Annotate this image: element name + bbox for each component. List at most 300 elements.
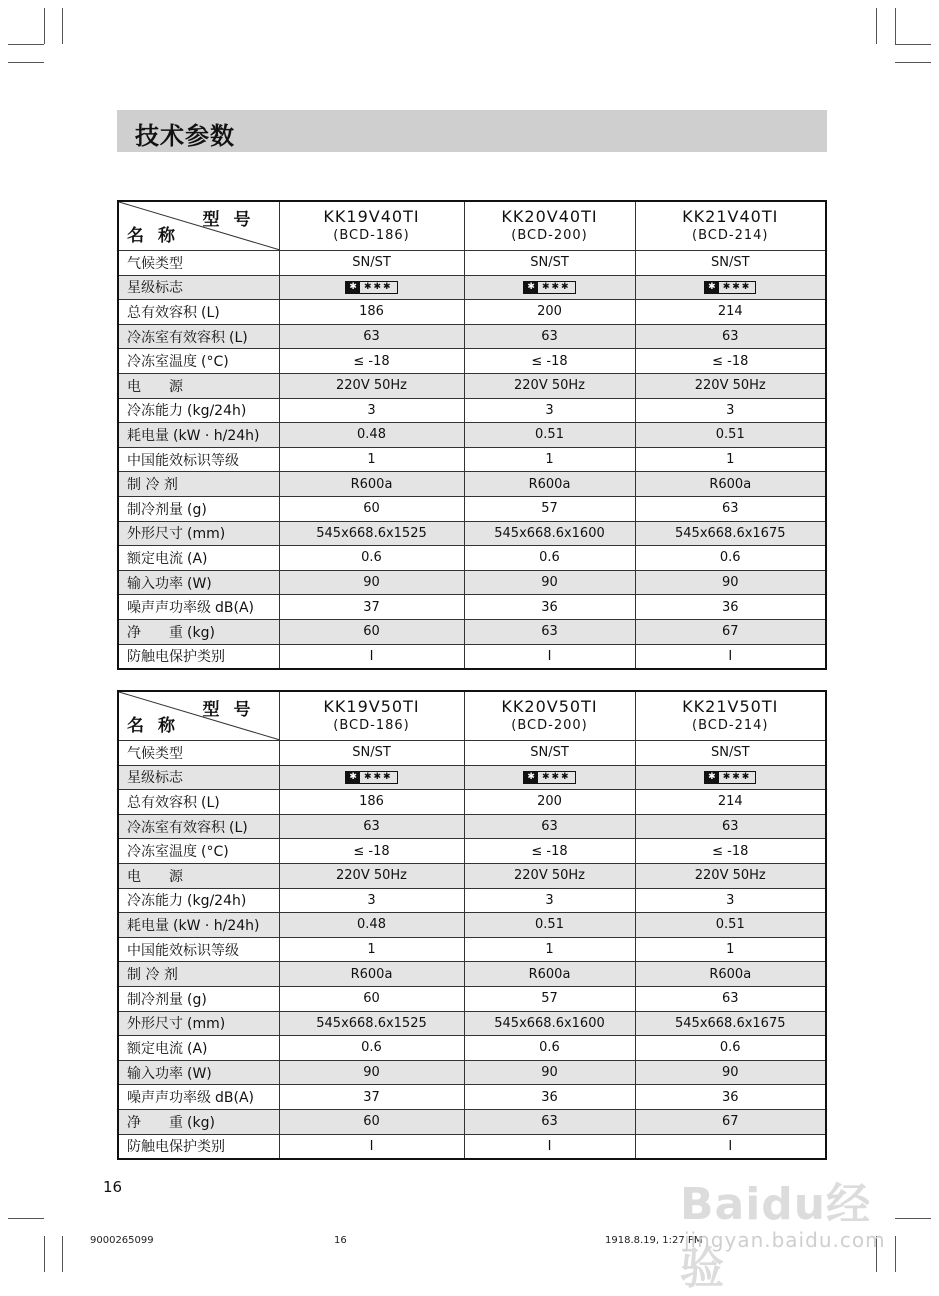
cell-value: 67 (721, 624, 739, 640)
value-cell (279, 496, 464, 521)
value-cell (464, 595, 635, 620)
value-cell (279, 300, 464, 325)
cell-value: 1 (545, 452, 554, 468)
row-label-cell (118, 1011, 279, 1036)
row-label-cell (118, 644, 279, 669)
table-row (118, 814, 826, 839)
cell-value: I (369, 1138, 374, 1154)
cell-value: 200 (537, 794, 562, 810)
value-cell (635, 619, 826, 644)
table-row (118, 496, 826, 521)
row-label-cell (118, 741, 279, 766)
value-cell (279, 986, 464, 1011)
value-cell (279, 790, 464, 815)
row-label-cell (118, 619, 279, 644)
value-cell (464, 937, 635, 962)
star-icon: ✱ (705, 772, 719, 783)
row-label: 输入功率 (127, 1065, 183, 1082)
row-unit: (kg/24h) (187, 403, 247, 420)
cell-value: 3 (726, 892, 735, 908)
row-label-cell (118, 1085, 279, 1110)
row-label-cell (118, 937, 279, 962)
cell-value: 0.6 (539, 1040, 560, 1056)
cell-value: R600a (350, 966, 393, 982)
value-cell (464, 814, 635, 839)
value-cell (279, 839, 464, 864)
value-cell (279, 814, 464, 839)
crop-mark (8, 62, 44, 63)
header-corner-cell (118, 201, 279, 251)
cell-value: 63 (541, 624, 558, 640)
star-rating-badge (345, 771, 397, 784)
cell-value: ≤ -18 (353, 353, 390, 369)
value-cell (635, 398, 826, 423)
value-cell (464, 888, 635, 913)
model-code: (BCD-200) (511, 228, 588, 243)
row-label: 噪声声功率级 (127, 600, 211, 617)
table-row (118, 619, 826, 644)
crop-mark (62, 1236, 63, 1272)
table-row (118, 373, 826, 398)
value-cell (464, 398, 635, 423)
value-cell (464, 324, 635, 349)
value-cell (635, 1060, 826, 1085)
value-cell (279, 423, 464, 448)
cell-value: ≤ -18 (712, 353, 749, 369)
value-cell (635, 595, 826, 620)
row-label-cell (118, 595, 279, 620)
value-cell (464, 1060, 635, 1085)
crop-mark (876, 8, 877, 44)
cell-value: 214 (717, 794, 743, 810)
crop-mark (895, 62, 931, 63)
row-label: 噪声声功率级 (127, 1090, 211, 1107)
value-cell (279, 349, 464, 374)
value-cell (635, 472, 826, 497)
cell-value: 1 (726, 942, 735, 958)
cell-value: 220V 50Hz (514, 868, 585, 884)
model-code: (BCD-200) (511, 718, 588, 733)
model-code: (BCD-214) (692, 718, 769, 733)
value-cell (464, 1109, 635, 1134)
row-label: 制 冷 剂 (127, 477, 178, 494)
row-unit: (°C) (201, 354, 229, 371)
cell-value: 67 (721, 1114, 739, 1130)
cell-value: 90 (363, 575, 380, 591)
model-header-cell (464, 201, 635, 251)
crop-mark (895, 1236, 896, 1272)
model-name: KK19V50TI (323, 697, 420, 716)
row-label-cell (118, 447, 279, 472)
value-cell (635, 986, 826, 1011)
row-label: 净 重 (127, 1114, 183, 1131)
table-row (118, 251, 826, 276)
row-label-cell (118, 814, 279, 839)
star-icon: ✱✱✱ (363, 771, 393, 782)
row-label: 制冷剂量 (127, 501, 183, 518)
row-label-cell (118, 1109, 279, 1134)
row-unit: dB(A) (215, 600, 254, 617)
table-row (118, 839, 826, 864)
table-row (118, 644, 826, 669)
cell-value: 90 (541, 1065, 558, 1081)
row-label: 外形尺寸 (127, 526, 183, 543)
row-label: 星级标志 (127, 280, 183, 297)
crop-mark (895, 8, 896, 44)
cell-value: 545x668.6x1525 (316, 1015, 427, 1031)
star-icon: ✱✱✱ (722, 771, 752, 782)
cell-value: 220V 50Hz (514, 378, 585, 394)
row-unit: (mm) (187, 526, 226, 543)
cell-value: ≤ -18 (531, 843, 568, 859)
row-label: 制 冷 剂 (127, 967, 178, 984)
row-unit: (kg) (187, 1114, 215, 1131)
value-cell (279, 546, 464, 571)
value-cell (635, 275, 826, 300)
header-model-label: 型号 (202, 700, 265, 720)
row-unit: (A) (187, 550, 208, 567)
cell-value: 36 (541, 599, 558, 615)
cell-value: 545x668.6x1525 (316, 525, 427, 541)
model-name: KK20V50TI (501, 697, 598, 716)
value-cell (635, 373, 826, 398)
value-cell (279, 324, 464, 349)
section-title: 技术参数 (135, 122, 235, 150)
crop-mark (895, 1218, 931, 1219)
table-row (118, 937, 826, 962)
value-cell (279, 937, 464, 962)
table-header-row (118, 691, 826, 741)
table-row (118, 765, 826, 790)
table-row (118, 1036, 826, 1061)
cell-value: 1 (726, 452, 735, 468)
value-cell (279, 1085, 464, 1110)
cell-value: 220V 50Hz (336, 378, 407, 394)
value-cell (635, 1085, 826, 1110)
value-cell (635, 1109, 826, 1134)
cell-value: R600a (528, 476, 571, 492)
cell-value: 3 (367, 892, 376, 908)
star-rating-badge (523, 281, 575, 294)
cell-value: 63 (721, 991, 739, 1007)
cell-value: 1 (545, 942, 554, 958)
value-cell (464, 521, 635, 546)
cell-value: 220V 50Hz (336, 868, 407, 884)
row-label-cell (118, 1134, 279, 1159)
row-unit: (kW · h/24h) (173, 917, 260, 934)
row-label: 电 源 (127, 868, 183, 885)
value-cell (279, 1060, 464, 1085)
value-cell (635, 324, 826, 349)
value-cell (464, 962, 635, 987)
table-row (118, 913, 826, 938)
cell-value: 0.48 (357, 427, 386, 443)
table-row (118, 790, 826, 815)
cell-value: 57 (541, 501, 558, 517)
cell-value: 0.6 (539, 550, 560, 566)
value-cell (464, 986, 635, 1011)
value-cell (279, 251, 464, 276)
value-cell (464, 447, 635, 472)
row-label-cell (118, 888, 279, 913)
value-cell (635, 913, 826, 938)
row-label: 冷冻室有效容积 (127, 329, 225, 346)
cell-value: I (547, 1138, 552, 1154)
value-cell (464, 472, 635, 497)
cell-value: 0.51 (715, 427, 745, 443)
header-name-label: 名称 (127, 716, 189, 736)
row-label-cell (118, 570, 279, 595)
row-unit: dB(A) (215, 1090, 254, 1107)
row-unit: (W) (187, 575, 212, 592)
row-label: 冷冻室温度 (127, 844, 197, 861)
watermark-brand: Baidu经验 (680, 1179, 872, 1294)
star-icon: ✱ (346, 282, 360, 293)
value-cell (635, 741, 826, 766)
row-label: 外形尺寸 (127, 1016, 183, 1033)
table-header-row (118, 201, 826, 251)
value-cell (464, 349, 635, 374)
cell-value: R600a (709, 476, 752, 492)
value-cell (464, 913, 635, 938)
value-cell (279, 1134, 464, 1159)
row-unit: (L) (201, 794, 220, 811)
cell-value: 214 (717, 304, 743, 320)
row-label-cell (118, 275, 279, 300)
row-label: 气候类型 (127, 745, 183, 762)
cell-value: 545x668.6x1600 (494, 525, 605, 541)
row-label-cell (118, 962, 279, 987)
cell-value: 37 (363, 1089, 380, 1105)
model-code: (BCD-214) (692, 228, 769, 243)
row-label: 输入功率 (127, 575, 183, 592)
cell-value: ≤ -18 (531, 353, 568, 369)
row-label: 耗电量 (127, 427, 169, 444)
footer-center: 16 (334, 1235, 347, 1246)
value-cell (635, 521, 826, 546)
row-label: 气候类型 (127, 255, 183, 272)
table-row (118, 570, 826, 595)
star-icon: ✱ (346, 772, 360, 783)
row-label: 中国能效标识等级 (127, 452, 239, 469)
cell-value: 545x668.6x1675 (675, 1015, 786, 1031)
cell-value: 37 (363, 599, 380, 615)
table-row (118, 447, 826, 472)
value-cell (464, 373, 635, 398)
table-row (118, 888, 826, 913)
value-cell (279, 1011, 464, 1036)
value-cell (635, 863, 826, 888)
crop-mark (44, 1236, 45, 1272)
table-row (118, 986, 826, 1011)
cell-value: 60 (363, 624, 380, 640)
value-cell (464, 275, 635, 300)
row-unit: (L) (229, 329, 248, 346)
header-corner-cell (118, 691, 279, 741)
table-row (118, 275, 826, 300)
table-row (118, 863, 826, 888)
cell-value: 60 (363, 991, 380, 1007)
cell-value: 0.6 (361, 1040, 382, 1056)
star-rating-badge (345, 281, 397, 294)
watermark-url: jingyan.baidu.com (684, 1228, 886, 1252)
cell-value: 3 (545, 892, 554, 908)
row-label: 额定电流 (127, 1040, 183, 1057)
value-cell (635, 496, 826, 521)
cell-value: 90 (363, 1065, 380, 1081)
value-cell (635, 447, 826, 472)
cell-value: 0.51 (715, 917, 745, 933)
star-icon: ✱ (705, 282, 719, 293)
value-cell (279, 398, 464, 423)
row-label: 总有效容积 (127, 304, 197, 321)
cell-value: 36 (721, 599, 739, 615)
table-row (118, 300, 826, 325)
cell-value: R600a (350, 476, 393, 492)
cell-value: 57 (541, 991, 558, 1007)
row-label: 冷冻能力 (127, 893, 183, 910)
cell-value: R600a (528, 966, 571, 982)
cell-value: 220V 50Hz (694, 868, 766, 884)
row-unit: (kg) (187, 624, 215, 641)
table-row (118, 546, 826, 571)
cell-value: ≤ -18 (353, 843, 390, 859)
cell-value: 1 (367, 452, 376, 468)
row-unit: (g) (187, 501, 207, 518)
value-cell (635, 570, 826, 595)
value-cell (279, 472, 464, 497)
model-name: KK21V40TI (682, 207, 779, 226)
crop-mark (8, 1218, 44, 1219)
value-cell (635, 962, 826, 987)
value-cell (279, 570, 464, 595)
cell-value: SN/ST (710, 255, 750, 271)
value-cell (279, 619, 464, 644)
cell-value: SN/ST (352, 745, 391, 761)
cell-value: 63 (541, 819, 558, 835)
table-row (118, 1011, 826, 1036)
value-cell (464, 1011, 635, 1036)
model-header-cell (635, 691, 826, 741)
cell-value: SN/ST (530, 255, 569, 271)
table-row (118, 324, 826, 349)
value-cell (279, 765, 464, 790)
row-label-cell (118, 251, 279, 276)
value-cell (635, 423, 826, 448)
cell-value: 1 (367, 942, 376, 958)
value-cell (635, 839, 826, 864)
value-cell (279, 644, 464, 669)
value-cell (279, 863, 464, 888)
value-cell (635, 546, 826, 571)
row-label: 防触电保护类别 (127, 1139, 225, 1156)
model-name: KK20V40TI (501, 207, 598, 226)
cell-value: I (547, 648, 552, 664)
crop-mark (62, 8, 63, 44)
value-cell (635, 765, 826, 790)
value-cell (464, 839, 635, 864)
row-label: 冷冻室温度 (127, 354, 197, 371)
row-label-cell (118, 349, 279, 374)
row-label: 净 重 (127, 624, 183, 641)
value-cell (635, 349, 826, 374)
cell-value: I (728, 648, 733, 664)
row-label: 冷冻能力 (127, 403, 183, 420)
cell-value: 90 (541, 575, 558, 591)
row-label: 中国能效标识等级 (127, 942, 239, 959)
cell-value: 3 (545, 402, 554, 418)
row-unit: (L) (229, 819, 248, 836)
value-cell (464, 741, 635, 766)
row-unit: (°C) (201, 844, 229, 861)
row-label: 总有效容积 (127, 794, 197, 811)
cell-value: 60 (363, 501, 380, 517)
value-cell (279, 373, 464, 398)
cell-value: 0.51 (535, 427, 564, 443)
row-label-cell (118, 839, 279, 864)
value-cell (279, 1036, 464, 1061)
row-unit: (kg/24h) (187, 893, 247, 910)
row-label: 制冷剂量 (127, 991, 183, 1008)
star-icon: ✱✱✱ (541, 771, 571, 782)
cell-value: 90 (721, 575, 739, 591)
value-cell (279, 275, 464, 300)
cell-value: R600a (709, 966, 752, 982)
table-row (118, 741, 826, 766)
value-cell (635, 1011, 826, 1036)
row-label-cell (118, 863, 279, 888)
crop-mark (44, 8, 45, 44)
star-rating-badge (704, 281, 756, 294)
star-icon: ✱ (524, 772, 538, 783)
row-unit: (mm) (187, 1016, 226, 1033)
value-cell (279, 521, 464, 546)
model-name: KK21V50TI (682, 697, 779, 716)
cell-value: 63 (721, 329, 739, 345)
row-label-cell (118, 1060, 279, 1085)
cell-value: 63 (721, 819, 739, 835)
table-row (118, 349, 826, 374)
row-label: 耗电量 (127, 917, 169, 934)
cell-value: SN/ST (530, 745, 569, 761)
cell-value: ≤ -18 (712, 843, 749, 859)
table-row (118, 1109, 826, 1134)
row-unit: (A) (187, 1040, 208, 1057)
row-label-cell (118, 913, 279, 938)
star-icon: ✱✱✱ (722, 281, 752, 292)
footer-right: 1918.8.19, 1:27 PM (605, 1235, 703, 1246)
value-cell (635, 790, 826, 815)
table-row (118, 595, 826, 620)
footer-left: 9000265099 (90, 1235, 154, 1246)
value-cell (464, 863, 635, 888)
cell-value: 36 (721, 1089, 739, 1105)
section-title-bar (117, 110, 827, 152)
row-label-cell (118, 496, 279, 521)
value-cell (279, 595, 464, 620)
value-cell (464, 496, 635, 521)
value-cell (279, 913, 464, 938)
watermark (680, 1150, 886, 1294)
model-code: (BCD-186) (333, 228, 410, 243)
value-cell (464, 251, 635, 276)
value-cell (635, 644, 826, 669)
cell-value: 545x668.6x1675 (675, 525, 786, 541)
cell-value: 0.6 (719, 550, 741, 566)
row-label-cell (118, 324, 279, 349)
cell-value: SN/ST (710, 745, 750, 761)
model-header-cell (464, 691, 635, 741)
